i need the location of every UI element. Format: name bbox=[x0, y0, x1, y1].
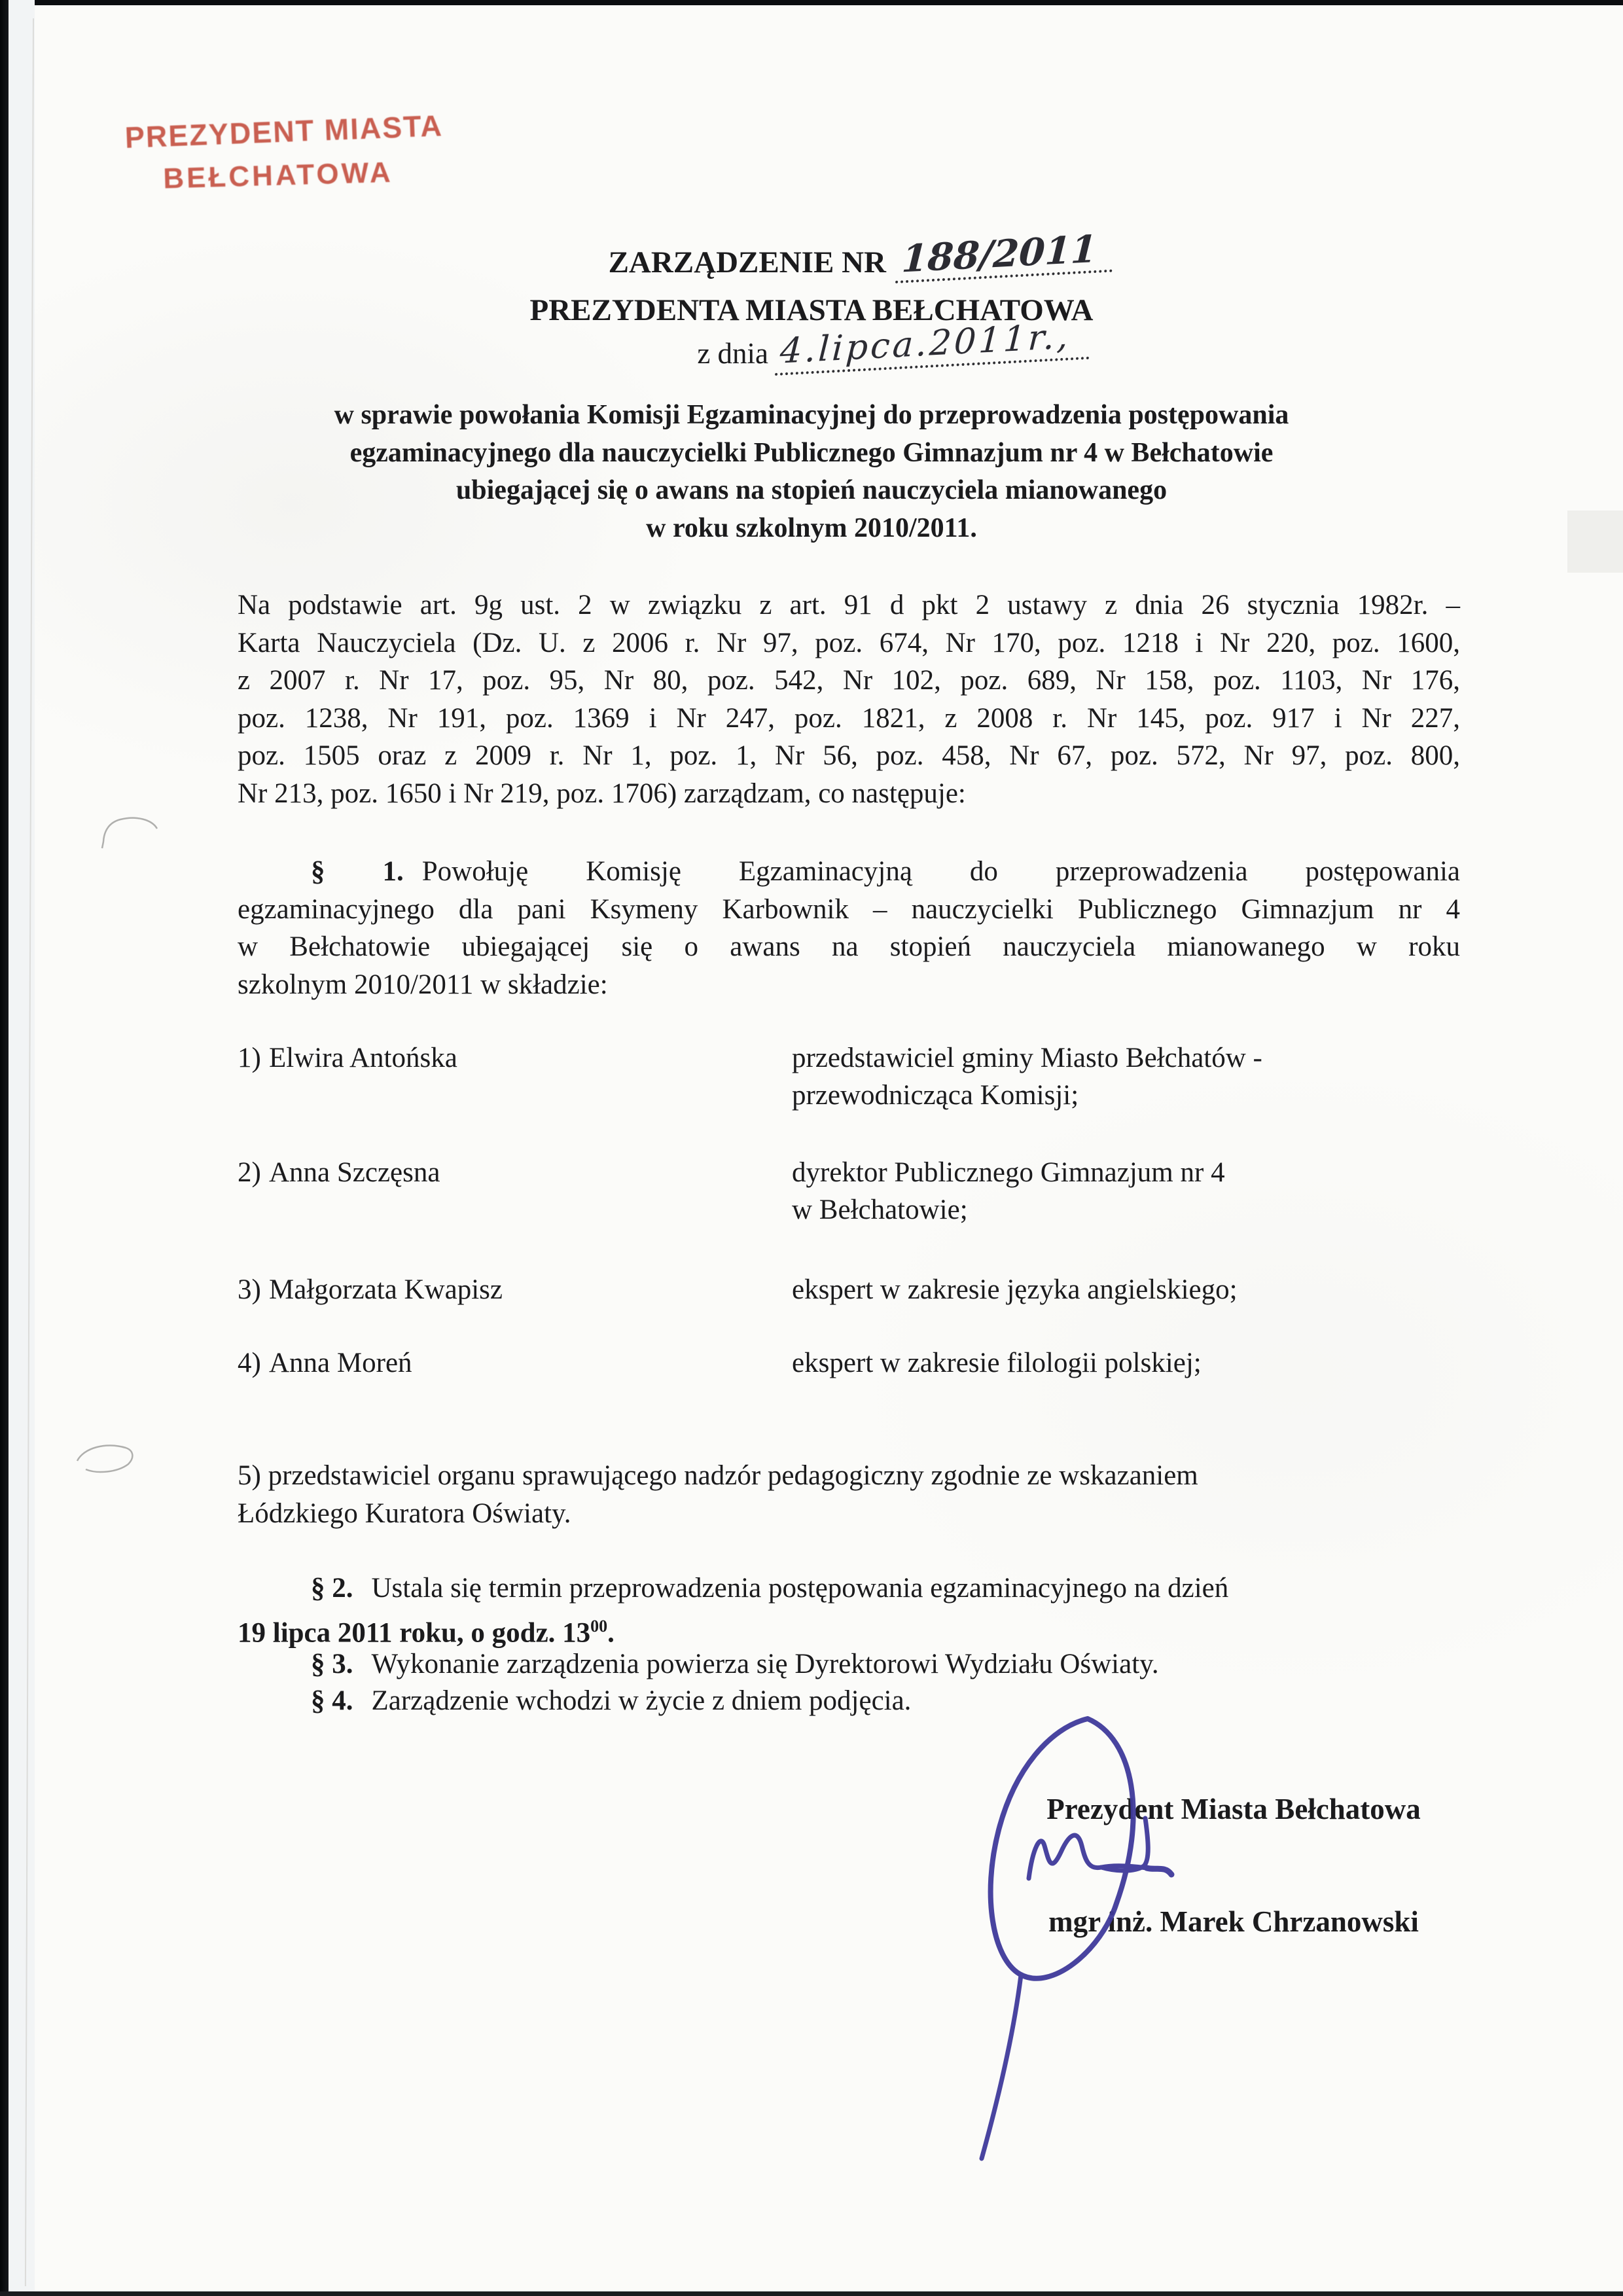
paragraph-4 bbox=[238, 1682, 1460, 1720]
member-role: dyrektor Publicznego Gimnazjum nr 4 bbox=[792, 1157, 1225, 1188]
legal-line: Nr 213, poz. 1650 i Nr 219, poz. 1706) zarządzam, co następuje: bbox=[238, 778, 966, 809]
paragraph-1 bbox=[238, 853, 1460, 1003]
member-name: Anna Moreń bbox=[269, 1348, 412, 1378]
member-number: 4) bbox=[238, 1348, 261, 1378]
legal-line: z 2007 r. Nr 17, poz. 95, Nr 80, poz. 542, Nr 102, poz. 689, Nr 158, poz. 1103, Nr 176, bbox=[238, 665, 1460, 696]
legal-line: Karta Nauczyciela (Dz. U. z 2006 r. Nr 97, poz. 674, Nr 170, poz. 1218 i Nr 220, poz. 1600, bbox=[238, 627, 1460, 658]
signature-title: Prezydent Miasta Bełchatowa bbox=[1046, 1793, 1421, 1825]
committee-item-5 bbox=[238, 1457, 1460, 1532]
paragraph-2 bbox=[238, 1570, 1460, 1607]
subject-line: w roku szkolnym 2010/2011. bbox=[646, 512, 977, 543]
paragraph-2-text: Ustala się termin przeprowadzenia postępowania egzaminacyjnego na dzień bbox=[371, 1573, 1229, 1604]
exam-time-superscript: 00 bbox=[590, 1617, 608, 1636]
date-handwritten: 4.lipca.2011r., bbox=[775, 318, 1091, 376]
paragraph-4-text: Zarządzenie wchodzi w życie z dniem podjęcia. bbox=[371, 1685, 912, 1716]
member-name: Anna Szczęsna bbox=[269, 1157, 440, 1188]
member-name: Małgorzata Kwapisz bbox=[269, 1274, 503, 1305]
signature-ink bbox=[916, 1687, 1257, 2172]
committee-member-row bbox=[238, 1039, 1460, 1114]
committee-member-row bbox=[238, 1271, 1460, 1308]
member-number: 1) bbox=[238, 1043, 261, 1073]
subject-block bbox=[196, 397, 1427, 547]
exam-date-text: 19 lipca 2011 roku, o godz. 13 bbox=[238, 1617, 591, 1649]
legal-line: poz. 1238, Nr 191, poz. 1369 i Nr 247, poz. 1821, z 2008 r. Nr 145, poz. 917 i Nr 227, bbox=[238, 702, 1460, 734]
ordinance-number-handwritten: 188/2011 bbox=[895, 229, 1115, 283]
issuer-line: PREZYDENTA MIASTA BEŁCHATOWA bbox=[529, 293, 1094, 327]
paragraph-1-label: § 1. bbox=[311, 856, 404, 887]
member-role: przedstawiciel gminy Miasto Bełchatów - bbox=[792, 1043, 1262, 1073]
member-number: 2) bbox=[238, 1157, 261, 1188]
office-stamp bbox=[124, 109, 444, 198]
item-5-line: 5) przedstawiciel organu sprawującego nadzór pedagogiczny zgodnie ze wskazaniem bbox=[238, 1460, 1198, 1491]
paragraph-3 bbox=[238, 1645, 1460, 1683]
committee-member-row bbox=[238, 1154, 1460, 1229]
subject-line: ubiegającej się o awans na stopień nauczyciela mianowanego bbox=[455, 475, 1168, 505]
paragraph-1-line bbox=[238, 853, 1460, 891]
item-5-line: Łódzkiego Kuratora Oświaty. bbox=[238, 1498, 571, 1529]
member-role: przewodnicząca Komisji; bbox=[792, 1080, 1079, 1111]
ordinance-title-line bbox=[131, 226, 1492, 283]
paragraph-1-text: Powołuję Komisję Egzaminacyjną do przeprowadzenia postępowania bbox=[421, 856, 1460, 887]
legal-line: Na podstawie art. 9g ust. 2 w związku z art. 91 d pkt 2 ustawy z dnia 26 stycznia 1982r. – bbox=[238, 590, 1460, 620]
stamp-line1: PREZYDENT MIASTA bbox=[124, 109, 444, 155]
signature-name: mgr inż. Marek Chrzanowski bbox=[1048, 1905, 1419, 1938]
subject-line: egzaminacyjnego dla nauczycielki Publicznego Gimnazjum nr 4 w Bełchatowie bbox=[349, 437, 1274, 468]
legal-line: poz. 1505 oraz z 2009 r. Nr 1, poz. 1, Nr 56, poz. 458, Nr 67, poz. 572, Nr 97, poz. 800, bbox=[238, 740, 1460, 771]
paragraph-1-line: w Bełchatowie ubiegającej się o awans na stopień nauczyciela mianowanego w roku bbox=[238, 931, 1460, 962]
date-line bbox=[131, 316, 1492, 376]
paragraph-1-line: szkolnym 2010/2011 w składzie: bbox=[238, 969, 608, 1000]
member-role: ekspert w zakresie filologii polskiej; bbox=[792, 1348, 1202, 1378]
member-role: w Bełchatowie; bbox=[792, 1194, 968, 1225]
document-header bbox=[131, 226, 1492, 376]
paragraph-3-label: § 3. bbox=[311, 1649, 353, 1679]
paragraph-4-label: § 4. bbox=[311, 1685, 353, 1716]
legal-basis-paragraph bbox=[238, 586, 1460, 812]
exam-date-period: . bbox=[607, 1617, 615, 1649]
paragraph-2-label: § 2. bbox=[311, 1573, 353, 1604]
member-role: ekspert w zakresie języka angielskiego; bbox=[792, 1274, 1238, 1305]
stamp-line2: BEŁCHATOWA bbox=[162, 156, 394, 195]
committee-member-row bbox=[238, 1344, 1460, 1382]
member-name: Elwira Antońska bbox=[269, 1043, 457, 1073]
paragraph-3-text: Wykonanie zarządzenia powierza się Dyrektorowi Wydziału Oświaty. bbox=[371, 1649, 1159, 1679]
ordinance-title-prefix: ZARZĄDZENIE NR bbox=[608, 245, 886, 279]
member-number: 3) bbox=[238, 1274, 261, 1305]
date-prefix: z dnia bbox=[697, 337, 769, 370]
paragraph-1-line: egzaminacyjnego dla pani Ksymeny Karbownik – nauczycielki Publicznego Gimnazjum nr 4 bbox=[238, 893, 1460, 925]
subject-line: w sprawie powołania Komisji Egzaminacyjnej do przeprowadzenia postępowania bbox=[334, 400, 1289, 430]
